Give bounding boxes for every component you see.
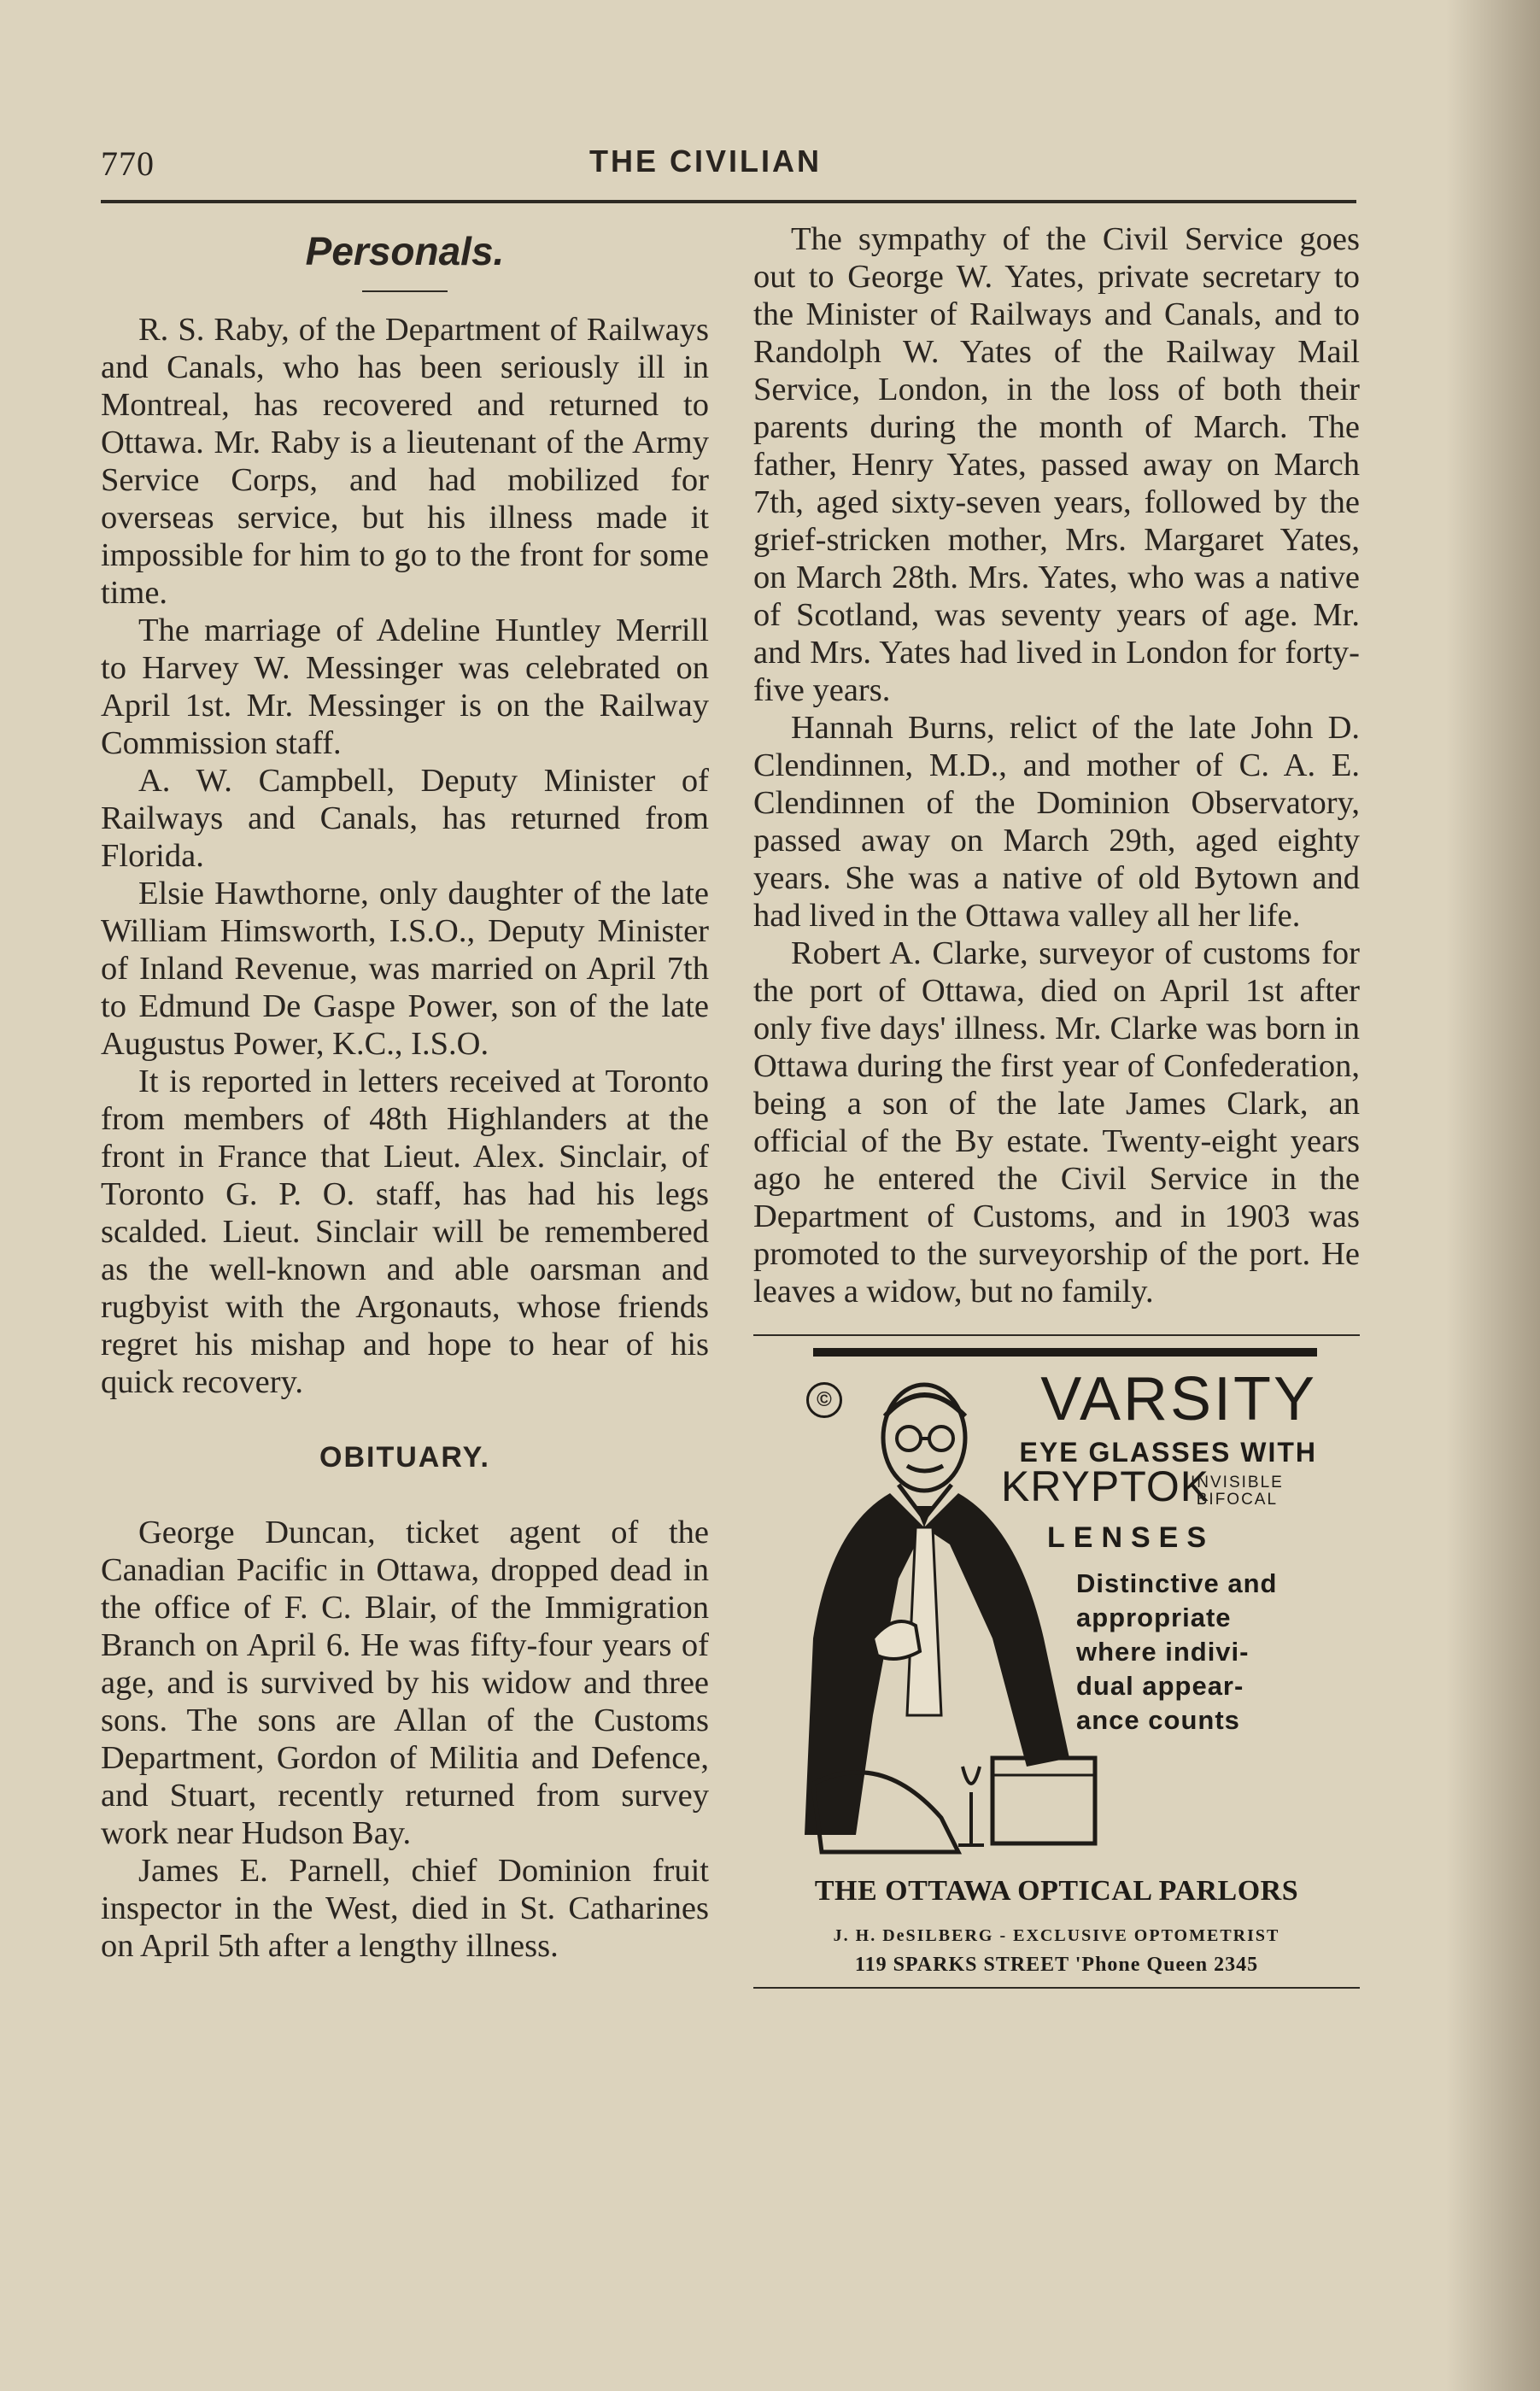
section-title-obituary: OBITUARY. [319,1441,490,1474]
running-title: THE CIVILIAN [589,144,823,179]
personal-paragraph: R. S. Raby, of the Department of Railways and Canals, who has been seriously ill in Montreal, has recovered and returned to Ottawa. Mr. Raby is a lieutenant of the Army Service Corps, and had mobilized for overseas service, but his illness made it impossible for him to go to the front for some time. [101,312,709,611]
page-edge-shadow [1446,0,1540,2391]
personal-paragraph: Elsie Hawthorne, only daughter of the late William Himsworth, I.S.O., Deputy Minister of Inland Revenue, was married on April 7th to Edmund De Gaspe Power, son of the late Augustus Power, K.C., I.S.O. [101,876,709,1062]
obituary-paragraph: George Duncan, ticket agent of the Canadian Pacific in Ottawa, dropped dead in the office of F. C. Blair, of the Immigration Branch on April 6. He was fifty-four years of age, and is survived by his widow and three sons. The sons are Allan of the Customs Department, Gordon of Militia and Defence, and Stuart, recently returned from survey work near Hudson Bay. [101,1515,709,1851]
title-divider [362,290,448,292]
personal-paragraph: It is reported in letters received at Toronto from members of 48th Highlanders at the front in France that Lieut. Alex. Sinclair, of Toronto G. P. O. staff, has had his legs scalded. Lieut. Sinclair will be remembered as the well-known and able oarsman and rugbyist with the Argonauts, whose friends regret his mishap and hope to hear of his quick recovery. [101,1064,709,1400]
obituary-paragraph: James E. Parnell, chief Dominion fruit inspector in the West, died in St. Catharines on April 5th after a lengthy illness. [101,1853,709,1964]
header-rule [101,200,1356,203]
ad-tagline-line: where indivi- [1076,1637,1250,1667]
ad-bifocal: BIFOCAL [1196,1491,1279,1509]
page-number: 770 [101,144,155,183]
ad-store-name: THE OTTAWA OPTICAL PARLORS [814,1875,1299,1907]
ad-top-bar [813,1348,1317,1357]
personal-paragraph: The marriage of Adeline Huntley Merrill to Harvey W. Messinger was celebrated on April 1st. Mr. Messinger is on the Railway Commission staff. [101,612,709,761]
personal-paragraph: The sympathy of the Civil Service goes out to George W. Yates, private secretary to the Minister of Railways and Canals, and to Randolph W. Yates of the Railway Mail Service, London, in the loss of both their parents during the month of March. The father, Henry Yates, passed away on March 7th, aged sixty-seven years, followed by the grief-stricken mother, Mrs. Margaret Yates, on March 28th. Mrs. Yates, who was a native of Scotland, was seventy years of age. Mr. and Mrs. Yates had lived in London for forty-five years. [753,221,1360,708]
ad-optometrist: J. H. DeSILBERG - EXCLUSIVE OPTOMETRIST [833,1926,1280,1945]
ad-subtitle: EYE GLASSES WITH [1019,1437,1317,1468]
advertisement [753,1348,1360,1994]
ad-invisible: INVISIBLE [1191,1474,1284,1491]
ad-lenses: LENSES [1047,1521,1215,1554]
trademark-symbol: © [806,1382,842,1418]
ad-tagline-line: ance counts [1076,1705,1240,1735]
ad-bottom-rule [753,1987,1360,1989]
ad-address: 119 SPARKS STREET 'Phone Queen 2345 [854,1954,1259,1976]
ad-tagline-line: dual appear- [1076,1671,1244,1701]
section-title-personals: Personals. [305,229,505,273]
ad-tagline [1076,1567,1324,1738]
column-divider [753,1334,1360,1336]
ad-invisible-bifocal [1191,1474,1284,1509]
ad-artwork [796,1348,1315,1861]
right-column [753,220,1360,1994]
ad-brand-name: VARSITY [1040,1365,1317,1433]
page-header [0,0,1540,222]
personal-paragraph: Hannah Burns, relict of the late John D. Clendinnen, M.D., and mother of C. A. E. Clendinnen of the Dominion Observatory, passed away on March 29th, aged eighty years. She was a native of old Bytown and had lived in the Ottawa valley all her life. [753,710,1360,934]
ad-tagline-line: appropriate [1076,1603,1232,1632]
personal-paragraph: A. W. Campbell, Deputy Minister of Railways and Canals, has returned from Florida. [101,763,709,874]
ad-tagline-line: Distinctive and [1076,1568,1278,1598]
personal-paragraph: Robert A. Clarke, surveyor of customs for the port of Ottawa, died on April 1st after only five days' illness. Mr. Clarke was born in Ottawa during the first year of Confederation, being a son of the late James Clark, an official of the By estate. Twenty-eight years ago he entered the Civil Service in the Department of Customs, and in 1903 was promoted to the surveyorship of the port. He leaves a widow, but no family. [753,935,1360,1310]
ad-kryptok: KRYPTOK [1001,1462,1210,1510]
left-column [101,220,709,1965]
